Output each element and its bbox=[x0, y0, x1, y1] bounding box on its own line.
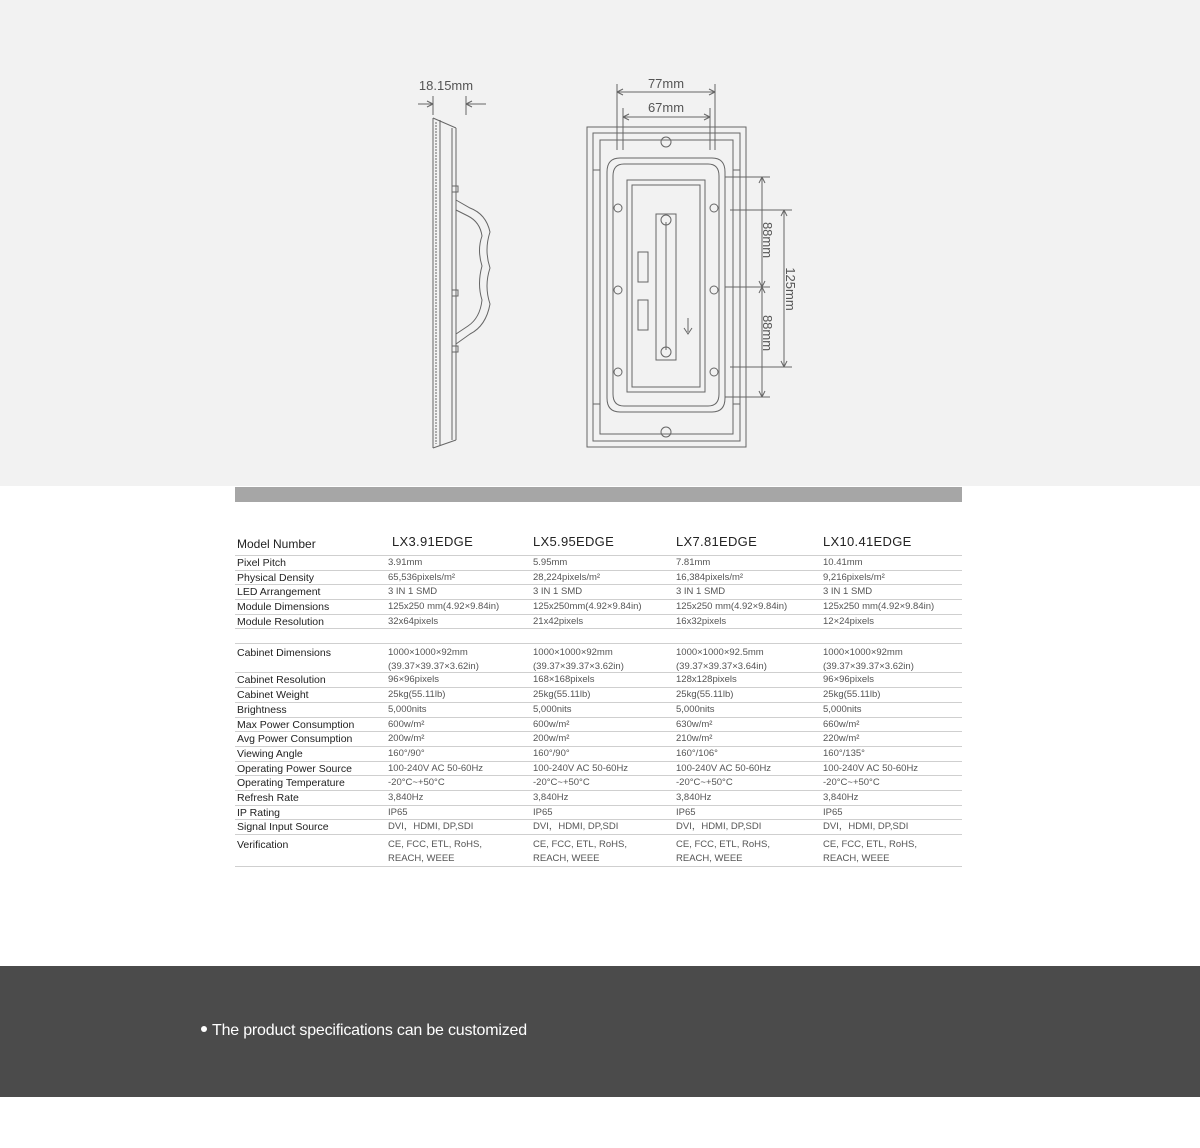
spec-label: Verification bbox=[237, 839, 289, 851]
model-name: LX7.81EDGE bbox=[676, 534, 758, 549]
spec-row bbox=[235, 718, 962, 733]
spec-value: 3.91mm bbox=[388, 557, 423, 568]
spec-label: Module Dimensions bbox=[237, 601, 330, 614]
spec-row bbox=[235, 820, 962, 835]
spec-label: LED Arrangement bbox=[237, 586, 321, 599]
spec-label: Operating Temperature bbox=[237, 777, 345, 790]
spec-value: 16,384pixels/m² bbox=[676, 571, 744, 583]
spec-value: DVI，HDMI, DP,SDI bbox=[823, 821, 909, 833]
spec-value: 1000×1000×92mm bbox=[823, 647, 903, 659]
spec-value: 10.41mm bbox=[823, 557, 863, 568]
spec-value: 168×168pixels bbox=[533, 674, 595, 686]
spec-value: (39.37×39.37×3.62in) bbox=[823, 661, 914, 673]
dim-top-outer-label: 77mm bbox=[647, 76, 685, 91]
spec-value: 3,840Hz bbox=[676, 791, 712, 803]
model-name: LX3.91EDGE bbox=[392, 534, 474, 549]
spec-row bbox=[235, 615, 962, 630]
spec-value: -20°C~+50°C bbox=[533, 777, 590, 789]
spec-value: CE, FCC, ETL, RoHS, bbox=[823, 839, 917, 850]
spec-value: 100-240V AC 50-60Hz bbox=[388, 762, 484, 774]
spec-label: Pixel Pitch bbox=[237, 557, 287, 569]
spec-row bbox=[235, 806, 962, 821]
side-view-drawing bbox=[418, 96, 490, 448]
spec-label: Cabinet Resolution bbox=[237, 674, 326, 687]
spec-row bbox=[235, 571, 962, 586]
spec-value: -20°C~+50°C bbox=[676, 777, 733, 789]
spec-value: 3,840Hz bbox=[533, 791, 569, 803]
spec-value: IP65 bbox=[388, 806, 408, 818]
spec-row bbox=[235, 776, 962, 791]
dim-top-inner-label: 67mm bbox=[647, 100, 685, 115]
spec-value: DVI，HDMI, DP,SDI bbox=[388, 821, 474, 833]
technical-drawing bbox=[0, 0, 1200, 486]
model-number-label: Model Number bbox=[237, 537, 316, 551]
spec-row bbox=[235, 747, 962, 762]
spec-label: Physical Density bbox=[237, 571, 315, 584]
spec-value: 1000×1000×92mm bbox=[533, 647, 613, 659]
bullet-icon bbox=[201, 1026, 207, 1032]
spec-value: 16x32pixels bbox=[676, 615, 727, 627]
spec-value: 96×96pixels bbox=[388, 674, 439, 686]
spec-value: 25kg(55.11lb) bbox=[676, 689, 734, 701]
spec-label: Refresh Rate bbox=[237, 791, 299, 804]
spec-value: 5,000nits bbox=[823, 703, 862, 715]
spec-label: Cabinet Dimensions bbox=[237, 647, 331, 660]
spec-value: 100-240V AC 50-60Hz bbox=[823, 762, 919, 774]
spec-value: (39.37×39.37×3.62in) bbox=[388, 661, 479, 673]
spec-value: IP65 bbox=[676, 806, 696, 818]
spec-value: 25kg(55.11lb) bbox=[388, 689, 446, 701]
spec-value: 160°/106° bbox=[676, 747, 718, 759]
spec-row bbox=[235, 688, 962, 703]
spec-label: Max Power Consumption bbox=[237, 718, 355, 731]
front-view-drawing bbox=[587, 84, 792, 447]
spec-value: 9,216pixels/m² bbox=[823, 571, 885, 583]
spec-row bbox=[235, 600, 962, 615]
spec-gap bbox=[235, 629, 962, 643]
spec-value: DVI，HDMI, DP,SDI bbox=[676, 821, 762, 833]
spec-value: 25kg(55.11lb) bbox=[823, 689, 881, 701]
spec-label: Viewing Angle bbox=[237, 747, 303, 760]
spec-value: 1000×1000×92mm bbox=[388, 647, 468, 659]
spec-label: Brightness bbox=[237, 703, 287, 716]
spec-value: 3 IN 1 SMD bbox=[533, 586, 583, 598]
footer-note bbox=[201, 1022, 527, 1040]
spec-label: Signal Input Source bbox=[237, 821, 329, 834]
spec-value: -20°C~+50°C bbox=[388, 777, 445, 789]
dim-right-upper-label: 88mm bbox=[760, 221, 775, 259]
section-divider-bar bbox=[235, 487, 962, 502]
spec-value: 160°/90° bbox=[533, 747, 570, 759]
spec-label: Avg Power Consumption bbox=[237, 733, 353, 746]
spec-row bbox=[235, 673, 962, 688]
spec-value: 3 IN 1 SMD bbox=[676, 586, 726, 598]
spec-value: 7.81mm bbox=[676, 557, 711, 568]
spec-value: 1000×1000×92.5mm bbox=[676, 647, 764, 659]
spec-value: 5,000nits bbox=[388, 703, 427, 715]
spec-label: Module Resolution bbox=[237, 615, 324, 628]
spec-value: 600w/m² bbox=[388, 718, 425, 730]
spec-value: REACH, WEEE bbox=[533, 853, 600, 864]
spec-value: 3 IN 1 SMD bbox=[388, 586, 438, 598]
spec-value: 3,840Hz bbox=[823, 791, 859, 803]
model-name: LX10.41EDGE bbox=[823, 534, 912, 549]
spec-row-cabinet-dimensions bbox=[235, 643, 962, 673]
spec-value: 32x64pixels bbox=[388, 615, 439, 627]
spec-value: 220w/m² bbox=[823, 733, 860, 745]
spec-value: 25kg(55.11lb) bbox=[533, 689, 591, 701]
dim-side-depth-label: 18.15mm bbox=[418, 78, 474, 93]
spec-value: 96×96pixels bbox=[823, 674, 874, 686]
spec-value: 210w/m² bbox=[676, 733, 713, 745]
spec-value: REACH, WEEE bbox=[676, 853, 743, 864]
spec-table bbox=[235, 534, 962, 867]
spec-row-verification bbox=[235, 835, 962, 867]
spec-value: 65,536pixels/m² bbox=[388, 571, 456, 583]
spec-value: 125x250 mm(4.92×9.84in) bbox=[823, 601, 935, 613]
spec-value: 160°/135° bbox=[823, 747, 865, 759]
spec-value: 28,224pixels/m² bbox=[533, 571, 601, 583]
footer-band bbox=[0, 966, 1200, 1097]
spec-value: IP65 bbox=[823, 806, 843, 818]
spec-value: (39.37×39.37×3.64in) bbox=[676, 661, 767, 673]
spec-value: 5,000nits bbox=[533, 703, 572, 715]
spec-header-row bbox=[235, 534, 962, 556]
spec-value: 160°/90° bbox=[388, 747, 425, 759]
dim-right-total-label: 125mm bbox=[783, 267, 798, 311]
spec-value: 600w/m² bbox=[533, 718, 570, 730]
spec-row bbox=[235, 585, 962, 600]
spec-value: 125x250 mm(4.92×9.84in) bbox=[676, 601, 788, 613]
model-name: LX5.95EDGE bbox=[533, 534, 615, 549]
spec-row bbox=[235, 762, 962, 777]
spec-value: 12×24pixels bbox=[823, 615, 874, 627]
spec-value: REACH, WEEE bbox=[823, 853, 890, 864]
spec-value: 5,000nits bbox=[676, 703, 715, 715]
spec-value: 3,840Hz bbox=[388, 791, 424, 803]
spec-value: 3 IN 1 SMD bbox=[823, 586, 873, 598]
spec-value: (39.37×39.37×3.62in) bbox=[533, 661, 624, 673]
spec-value: 100-240V AC 50-60Hz bbox=[676, 762, 772, 774]
spec-value: CE, FCC, ETL, RoHS, bbox=[388, 839, 482, 850]
spec-value: 128x128pixels bbox=[676, 674, 737, 686]
spec-value: 660w/m² bbox=[823, 718, 860, 730]
spec-value: 125x250mm(4.92×9.84in) bbox=[533, 601, 642, 613]
spec-value: -20°C~+50°C bbox=[823, 777, 880, 789]
spec-value: REACH, WEEE bbox=[388, 853, 455, 864]
spec-value: 21x42pixels bbox=[533, 615, 584, 627]
spec-value: DVI，HDMI, DP,SDI bbox=[533, 821, 619, 833]
spec-value: 630w/m² bbox=[676, 718, 713, 730]
spec-label: Cabinet Weight bbox=[237, 689, 309, 702]
spec-value: 100-240V AC 50-60Hz bbox=[533, 762, 629, 774]
spec-row bbox=[235, 791, 962, 806]
spec-value: CE, FCC, ETL, RoHS, bbox=[533, 839, 627, 850]
dim-right-lower-label: 88mm bbox=[760, 314, 775, 352]
spec-row bbox=[235, 732, 962, 747]
spec-value: CE, FCC, ETL, RoHS, bbox=[676, 839, 770, 850]
spec-row bbox=[235, 556, 962, 571]
spec-value: 200w/m² bbox=[533, 733, 570, 745]
module-drawing-svg bbox=[0, 0, 1200, 486]
spec-row bbox=[235, 703, 962, 718]
spec-value: IP65 bbox=[533, 806, 553, 818]
spec-label: IP Rating bbox=[237, 806, 280, 819]
spec-label: Operating Power Source bbox=[237, 762, 352, 775]
spec-value: 125x250 mm(4.92×9.84in) bbox=[388, 601, 500, 613]
spec-value: 5.95mm bbox=[533, 557, 568, 568]
spec-value: 200w/m² bbox=[388, 733, 425, 745]
footer-note-text: The product specifications can be customized bbox=[212, 1022, 527, 1039]
